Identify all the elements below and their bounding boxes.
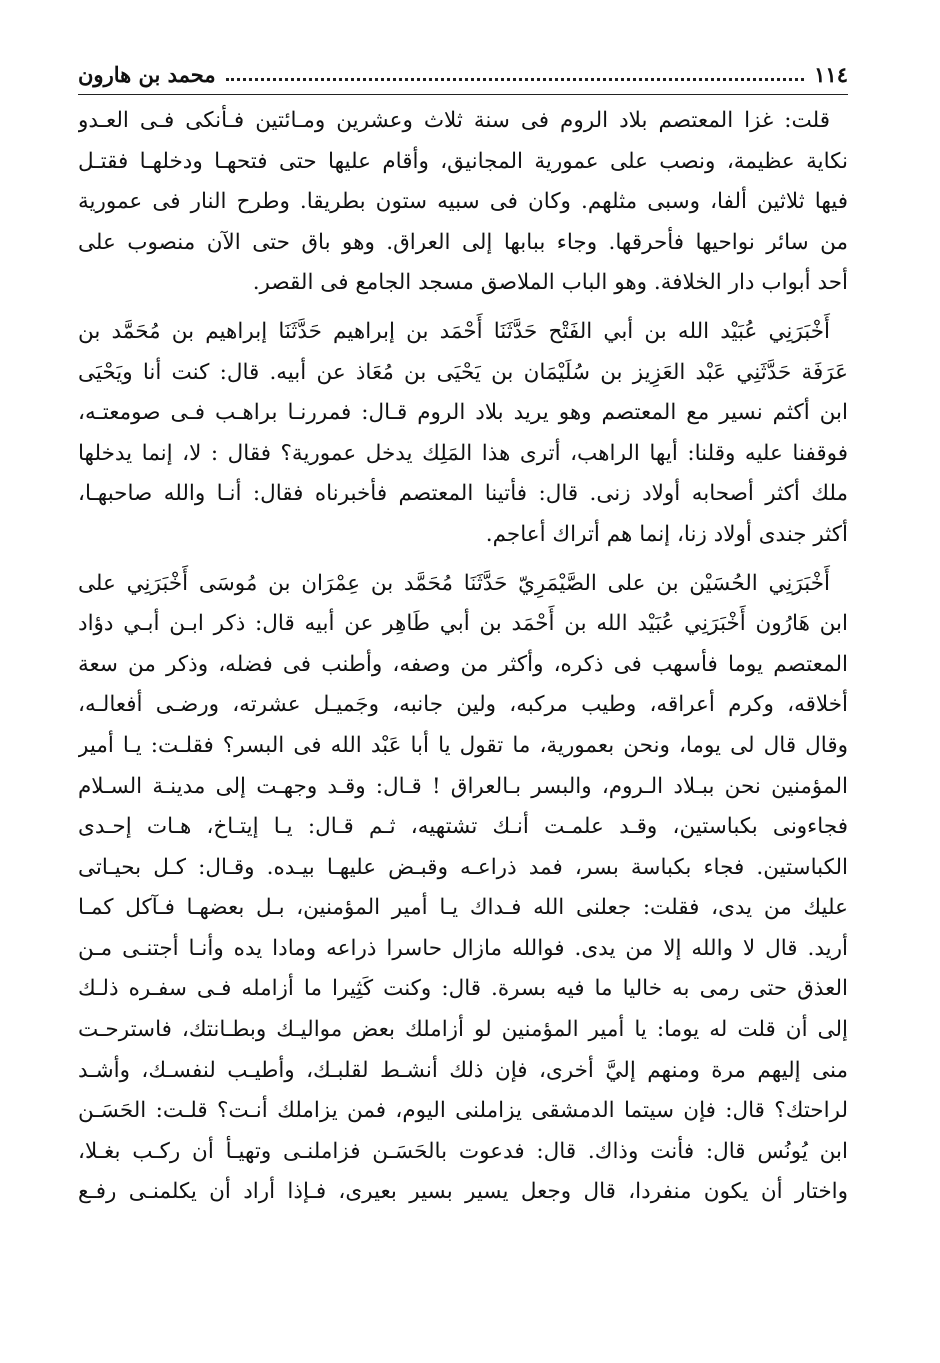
text-line: عَرَفَة حَدَّثَنِي عَبْد العَزِيز بن سُلَيْمَان بن يَحْيَى بن مُعَاذ عن أبيه. قال: كنت أنا ويَحْيَى (78, 359, 848, 385)
paragraph-3 (78, 564, 848, 1214)
running-title: محمد بن هارون (78, 61, 216, 87)
text-line: ابن أكثم نسير مع المعتصم وهو يريد بلاد الروم قـال: فمررنـا براهـب فـى صومعتـه، (78, 400, 848, 426)
text-line: المعتصم يوما فأسهب فى ذكره، وأكثر من وصفه، وأطنب فى فضله، وذكر من سعة (78, 651, 848, 677)
text-line: إلى أن قلت له يوما: يا أمير المؤمنين لو أزاملك بعض مواليـك وبطـانتك، فاسترحـت (78, 1017, 848, 1043)
text-line: وقال قال لى يوما، ونحن بعمورية، ما تقول يا أبا عَبْد الله فى البسر؟ فقلـت: يـا أمير (78, 732, 848, 758)
text-line: ابن يُونُس قال: فأنت وذاك. قال: فدعوت بالحَسَـن فزاملنـى وتهيـأ أن ركـب بغـلا، (78, 1138, 848, 1164)
header-rule (78, 94, 848, 95)
text-line: منى إليهم مرة ومنهم إليَّ أخرى، فإن ذلك أنشـط لقلبـك، وأطيـب لنفسـك، وأشـد (78, 1057, 848, 1083)
text-line: قلت: غزا المعتصم بلاد الروم فى سنة ثلاث وعشرين ومـائتين فـأنكى فـى العـدو (78, 108, 830, 133)
text-line: واختار أن يكون منفردا، قال وجعل يسير بسير بعيرى، فـإذا أراد أن يكلمنـى رفـع (78, 1179, 848, 1205)
paragraph-2 (78, 312, 848, 556)
text-line: فيها ثلاثين ألفا، وسبى مثلهم. وكان فى سبيه ستون بطريقا. وطرح النار فى عمورية (78, 189, 848, 215)
text-line: لراحتك؟ قال: فإن سيتما الدمشقى يزاملنى اليوم، فمن يزاملك أنـت؟ قلـت: الحَسَـن (78, 1098, 848, 1124)
text-line: من سائر نواحيها فأحرقها. وجاء ببابها إلى العراق. وهو باق حتى الآن منصوب على (78, 229, 848, 255)
text-line: أحد أبواب دار الخلافة. وهو الباب الملاصق مسجد الجامع فى القصر. (252, 270, 848, 296)
page-number: ١١٤ (814, 61, 848, 87)
text-line: ملك أكثر أصحابه أولاد زنى. قال: فأتينا المعتصم فأخبرناه فقال: أنـا والله صاحبهـا، (78, 481, 848, 507)
text-line: فوقفنا عليه وقلنا: أيها الراهب، أترى هذا المَلِك يدخل عمورية؟ فقال : لا، إنما يدخلها (78, 440, 848, 466)
text-line: عليك من يدى، فقلت: جعلنى الله فـداك يـا أمير المؤمنين، بـل بعضهـا فـآكل كمـا (78, 895, 848, 921)
paragraph-gap (78, 556, 848, 564)
page (78, 56, 848, 1213)
paragraph-1 (78, 101, 848, 304)
text-line: الكباستين. فجاء بكباسة بسر، فمد ذراعـه وقبـض عليهـا بيـده. وقـال: كـل بحيـاتى (78, 854, 848, 880)
leader-dots (226, 78, 805, 81)
text-line: أَخْبَرَنِي الحُسَيْن بن على الصَّيْمَرِيّ حَدَّثَنَا مُحَمَّد بن عِمْرَان بن مُوسَى أَخْبَرَنِي على (78, 570, 830, 596)
text-line: أريد. قال لا والله إلا من يدى. فوالله مازال حاسرا ذراعه ومادا يده وأنـا أجتنـى مـن (78, 935, 848, 961)
text-line: أخلاقه، وكرم أعراقه، وطيب مركبه، ولين جانبه، وجَميـل عشرته، ورضـى أفعالـه، (78, 692, 848, 718)
running-head (78, 56, 848, 92)
text-line: نكاية عظيمة، ونصب على عمورية المجانيق، وأقام عليها حتى فتحهـا ودخلهـا فقتـل (78, 148, 848, 174)
text-line: العذق حتى رمى به خاليا ما فيه بسرة. قال: وكنت كَثِيرا ما أزامله فـى سفـره ذلـك (78, 976, 848, 1002)
text-line: أكثر جندى أولاد زنا، إنما هم أتراك أعاجم. (485, 521, 848, 547)
text-line: ابن هَارُون أَخْبَرَنِي عُبَيْد الله بن أَحْمَد بن أبي طَاهِر عن أبيه قال: ذكر ابـن أبـي دؤاد (78, 611, 848, 637)
paragraph-gap (78, 304, 848, 312)
text-line: فجاءونى بكباستين، وقـد علمـت أنـك تشتهيه، ثـم قـال: يـا إيتـاخ، هـات إحـدى (78, 814, 848, 840)
text-line: أَخْبَرَنِي عُبَيْد الله بن أبي الفَتْح حَدَّثَنَا أَحْمَد بن إبراهيم حَدَّثَنَا إبراهيم بن مُحَمَّد بن (78, 318, 830, 344)
text-line: المؤمنين نحن ببـلاد الـروم، والبسر بـالعراق ! قـال: وقـد وجهـت إلى مدينـة السـلام (78, 773, 848, 799)
